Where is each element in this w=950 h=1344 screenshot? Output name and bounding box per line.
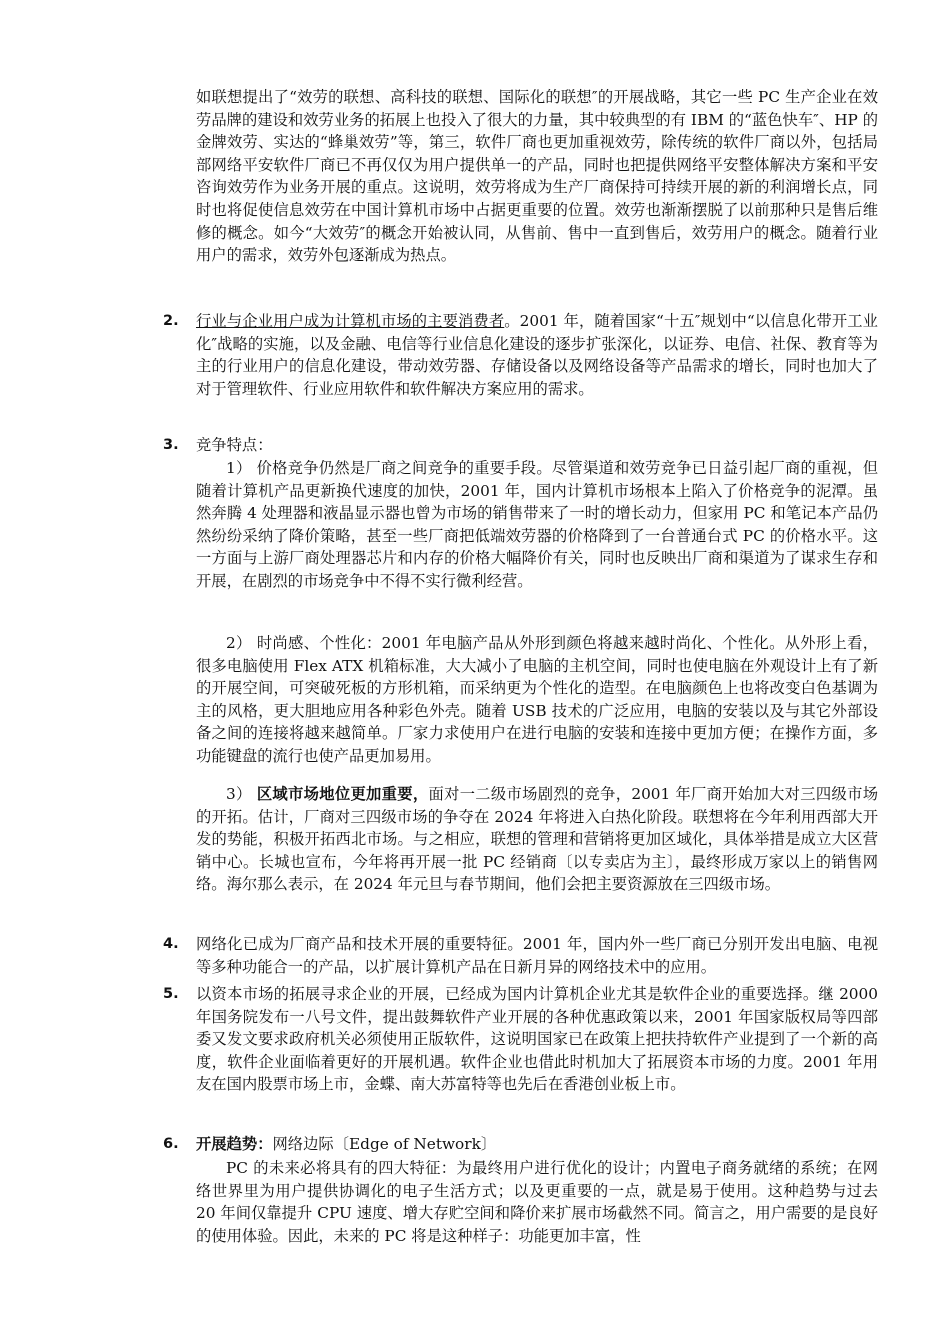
item-3-sub-3-text: 面对一二级市场剧烈的竞争，2001 年厂商开始加大对三四级市场的开拓。估计，厂商对三四级市场的争夺在 2024 年将进入白热化阶段。联想将在今年利用西部大开发的势能，积极开拓西北市场。与之相应，联想的管理和营销将更加区域化，具体举措是成立大区营销中心。长城也宣布，今年将再开展一批 PC 经销商〔以专卖店为主〕，最终形成万家以上的销售网络。海尔那么表示，在 2024 年元旦与春节期间，他们会把主要资源放在三四级市场。 bbox=[196, 785, 878, 894]
item-6-number: 6. bbox=[163, 1136, 179, 1152]
item-3-sub-2: 2） 时尚感、个性化：2001 年电脑产品从外形到颜色将越来越时尚化、个性化。从外形上看，很多电脑使用 Flex ATX 机箱标准，大大减小了电脑的主机空间，同时也使电脑在外观设计上有了新的开展空间，可突破死板的方形机箱，而采纳更为个性化的造型。在电脑颜色上也将改变白色基调为主的风格，更大胆地应用各种彩色外壳。随着 USB 技术的广泛应用，电脑的安装以及与其它外部设备之间的连接将越来越简单。厂家力求使用户在进行电脑的安装和连接中更加方便；在操作方面，多功能键盘的流行也使产品更加易用。 bbox=[196, 634, 878, 765]
intro-paragraph: 如联想提出了“效劳的联想、高科技的联想、国际化的联想″的开展战略，其它一些 PC 生产企业在效劳品牌的建设和效劳业务的拓展上也投入了很大的力量，其中较典型的有 IBM 的“蓝色快车″、HP 的金牌效劳、实达的“蜂巢效劳”等，第三，软件厂商也更加重视效劳，除传统的软件厂商以外，包括局部网络平安软件厂商已不再仅仅为用户提供单一的产品，同时也把提供网络平安整体解决方案和平安咨询效劳作为业务开展的重点。这说明，效劳将成为生产厂商保持可持续开展的新的利润增长点，同时也将促使信息效劳在中国计算机市场中占据更重要的位置。效劳也渐渐摆脱了以前那种只是售后维修的概念。如今“大效劳″的概念开始被认同，从售前、售中一直到售后，效劳用户的概念。随着行业用户的需求，效劳外包逐渐成为热点。 bbox=[196, 88, 878, 265]
item-5-paragraph: 以资本市场的拓展寻求企业的开展，已经成为国内计算机企业尤其是软件企业的重要选择。继 2000 年国务院发布一八号文件，提出鼓舞软件产业开展的各种优惠政策以来，2001 年国家版权局等四部委又发文要求政府机关必须使用正版软件，这说明国家已在政策上把扶持软件产业提到了一个新的高度，软件企业面临着更好的开展机遇。软件企业也借此时机加大了拓展资本市场的力度。2001 年用友在国内股票市场上市，金蝶、南大苏富特等也先后在香港创业板上市。 bbox=[196, 985, 878, 1094]
item-6-title-bold: 开展趋势： bbox=[196, 1135, 273, 1153]
item-3-sub-3 bbox=[196, 783, 878, 896]
item-5-number: 5. bbox=[163, 986, 179, 1002]
item-3-sub-1: 1） 价格竞争仍然是厂商之间竞争的重要手段。尽管渠道和效劳竞争已日益引起厂商的重视，但随着计算机产品更新换代速度的加快，2001 年，国内计算机市场根本上陷入了价格竞争的泥潭。虽然奔腾 4 处理器和液晶显示器也曾为市场的销售带来了一时的增长动力，但家用 PC 和笔记本产品仍然纷纷采纳了降价策略，甚至一些厂商把低端效劳器的价格降到了一台普通台式 PC 的价格水平。这一方面与上游厂商处理器芯片和内存的价格大幅降价有关，同时也反映出厂商和渠道为了谋求生存和开展，在剧烈的市场竞争中不得不实行微利经营。 bbox=[196, 459, 878, 590]
item-3-title: 竞争特点： bbox=[196, 436, 273, 454]
item-3-sub-3-prefix: 3） bbox=[226, 785, 257, 803]
item-6-title-rest: 网络边际〔Edge of Network〕 bbox=[272, 1135, 497, 1153]
item-2-text: 。2001 年，随着国家“十五″规划中“以信息化带开工业化″战略的实施，以及金融、电信等行业信息化建设的逐步扩张深化，以证券、电信、社保、教育等为主的行业用户的信息化建设，带动效劳器、存储设备以及网络设备等产品需求的增长，同时也加大了对于管理软件、行业应用软件和软件解决方案应用的需求。 bbox=[196, 312, 878, 398]
item-2-lead: 行业与企业用户成为计算机市场的主要消费者 bbox=[196, 312, 505, 330]
item-3-sub-3-bold: 区域市场地位更加重要， bbox=[256, 785, 429, 803]
item-6-title bbox=[196, 1133, 878, 1156]
item-4-number: 4. bbox=[163, 936, 179, 952]
item-2-paragraph bbox=[196, 310, 878, 400]
item-3-number: 3. bbox=[163, 437, 179, 453]
item-6-paragraph: PC 的未来必将具有的四大特征：为最终用户进行优化的设计；内置电子商务就绪的系统；在网络世界里为用户提供协调化的电子生活方式；以及更重要的一点，就是易于使用。这种趋势与过去 20 年间仅靠提升 CPU 速度、增大存贮空间和降价来扩展市场截然不同。简言之，用户需要的是良好的使用体验。因此，未来的 PC 将是这种样子：功能更加丰富，性 bbox=[196, 1159, 878, 1245]
item-2-number: 2. bbox=[163, 313, 179, 329]
item-4-paragraph: 网络化已成为厂商产品和技术开展的重要特征。2001 年，国内外一些厂商已分别开发出电脑、电视等多种功能合一的产品，以扩展计算机产品在日新月异的网络技术中的应用。 bbox=[196, 935, 878, 976]
